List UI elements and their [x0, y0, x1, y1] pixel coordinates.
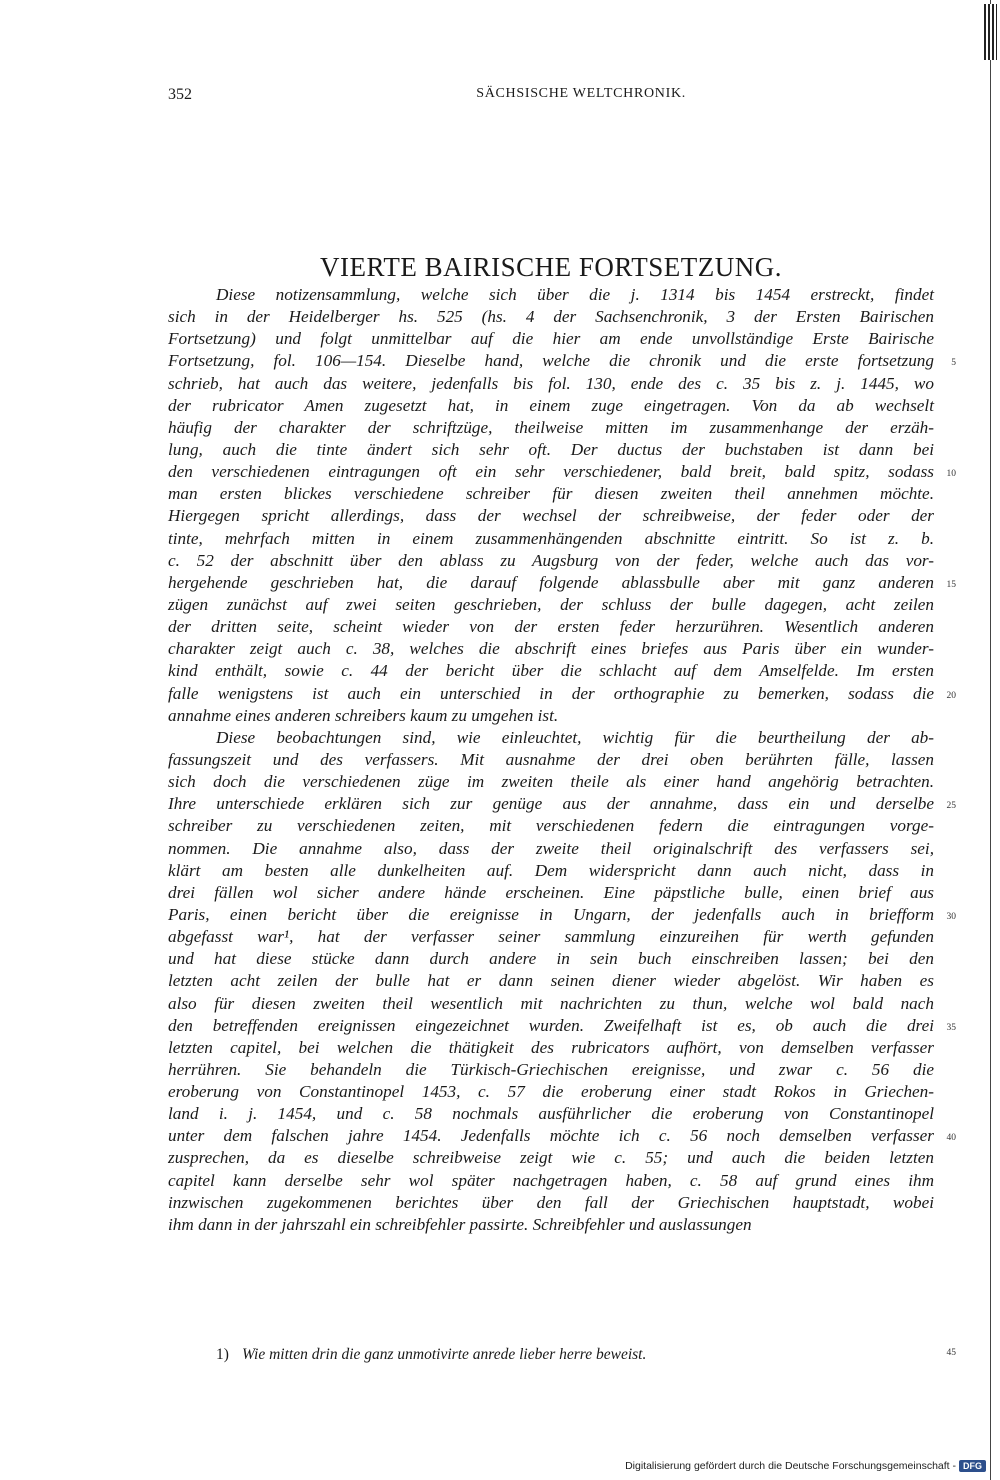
text-line [168, 926, 934, 948]
text-line [168, 594, 934, 616]
text-line [168, 1015, 956, 1037]
text-line-content: und hat diese stücke dann durch andere in sein buch einschreiben lassen; bei den [168, 949, 934, 969]
text-line [168, 328, 934, 350]
text-line [168, 815, 934, 837]
text-line-content: Fortsetzung, fol. 106—154. Dieselbe hand, welche die chronik und die erste fortsetzung [168, 351, 934, 371]
line-number: 15 [946, 579, 956, 590]
text-line-content: c. 52 der abschnitt über den ablass zu Augsburg von der feder, welche auch das vor- [168, 550, 934, 570]
text-line [168, 683, 956, 705]
text-line-content: Diese notizensammlung, welche sich über die j. 1314 bis 1454 erstreckt, findet [216, 285, 934, 304]
text-line-content: zügen zunächst auf zwei seiten geschrieben, der schluss der bulle dagegen, acht zeilen [168, 594, 934, 614]
text-line [168, 572, 956, 594]
scan-edge-rule [990, 0, 991, 1480]
text-line-content: sich doch die verschiedenen züge im zweiten theile als einer hand angehörig betrachten. [168, 772, 934, 792]
text-line-content: häufig der charakter der schriftzüge, theilweise mitten im zusammenhange der erzäh- [168, 417, 934, 437]
text-line [168, 395, 934, 417]
text-line-content: schreiber zu verschiedenen zeiten, mit verschiedenen federn die eintragungen vorge- [168, 816, 934, 836]
text-line [168, 1037, 934, 1059]
text-line [168, 483, 934, 505]
text-line [168, 616, 934, 638]
text-line [168, 1103, 934, 1125]
text-line [168, 528, 934, 550]
digitization-credit [625, 1458, 986, 1474]
text-line-content: den verschiedenen eintragungen oft ein sehr verschiedener, bald breit, bald spitz, sodass [168, 462, 934, 482]
text-line-content: Fortsetzung) und folgt unmittelbar auf die hier am ende unvollständige Erste Bairische [168, 329, 934, 349]
text-line-content: land i. j. 1454, und c. 58 nochmals ausführlicher die eroberung von Constantinopel [168, 1104, 934, 1124]
line-number: 10 [946, 469, 956, 480]
text-line [168, 1125, 956, 1147]
text-line [168, 505, 934, 527]
scan-corner-mark [984, 4, 997, 60]
text-line [168, 417, 934, 439]
running-title: SÄCHSISCHE WELTCHRONIK. [476, 86, 686, 101]
text-line [168, 1170, 934, 1192]
page-number: 352 [168, 86, 192, 103]
line-number: 45 [946, 1348, 956, 1358]
line-number: 5 [951, 358, 956, 369]
text-line [168, 1214, 934, 1236]
text-line [168, 1147, 934, 1169]
line-number: 25 [946, 801, 956, 812]
text-line-content: annahme eines anderen schreibers kaum zu umgehen ist. [168, 705, 559, 725]
text-line-content: unter dem falschen jahre 1454. Jedenfalls möchte ich c. 56 noch demselben verfasser [168, 1126, 934, 1146]
text-line-content: den betreffenden ereignissen eingezeichnet wurden. Zweifelhaft ist es, ob auch die drei [168, 1015, 934, 1035]
text-line-content: klärt am besten alle dunkelheiten auf. Dem widerspricht dann auch nicht, dass in [168, 860, 934, 880]
text-line-content: lung, auch die tinte ändert sich sehr oft. Der ductus der buchstaben ist dann bei [168, 439, 934, 459]
text-line-content: sich in der Heidelberger hs. 525 (hs. 4 der Sachsenchronik, 3 der Ersten Bairischen [168, 307, 934, 327]
text-line-content: inzwischen zugekommenen berichtes über den fall der Griechischen hauptstadt, wobei [168, 1192, 934, 1212]
text-line [168, 550, 934, 572]
text-line [168, 1081, 934, 1103]
text-line [168, 638, 934, 660]
line-number: 30 [946, 911, 956, 922]
line-number: 35 [946, 1022, 956, 1033]
text-line [168, 660, 934, 682]
text-line-content: abgefasst war¹, hat der verfasser seiner sammlung einzureihen für werth gefunden [168, 927, 934, 947]
text-line-content: also für diesen zweiten theil wesentlich mit nachrichten zu thun, welche wol bald nach [168, 993, 934, 1013]
text-line-content: der rubricator Amen zugesetzt hat, in einem zuge eingetragen. Von da ab wechselt [168, 395, 934, 415]
text-line [168, 1192, 934, 1214]
text-line-content: ihm dann in der jahrszahl ein schreibfehler passirte. Schreibfehler und auslassungen [168, 1214, 752, 1234]
text-line [168, 1059, 934, 1081]
text-line-content: tinte, mehrfach mitten in einem zusammenhängenden abschnitte eintritt. So ist z. b. [168, 528, 934, 548]
running-head [168, 86, 686, 110]
text-line-content: Paris, einen bericht über die ereignisse in Ungarn, der jedenfalls auch in briefform [168, 904, 934, 924]
text-line [168, 727, 934, 749]
text-line-content: Hiergegen spricht allerdings, dass der wechsel der schreibweise, der feder oder der [168, 506, 934, 526]
text-line [168, 793, 956, 815]
text-line [168, 970, 934, 992]
text-line [168, 838, 934, 860]
text-line [168, 439, 934, 461]
body-text [168, 284, 956, 1236]
text-line [168, 948, 934, 970]
line-number: 20 [946, 690, 956, 701]
text-line-content: kind enthält, sowie c. 44 der bericht über die schlacht auf dem Amselfelde. Im ersten [168, 661, 934, 681]
text-line [168, 860, 934, 882]
text-line [168, 461, 956, 483]
text-line-content: capitel kann derselbe sehr wol später nachgetragen haben, c. 58 auf grund eines ihm [168, 1170, 934, 1190]
text-line-content: letzten acht zeilen der bulle hat er dann seinen diener wieder abgelöst. Wir haben es [168, 971, 934, 991]
text-line-content: der dritten seite, scheint wieder von der ersten feder herzurühren. Wesentlich anderen [168, 617, 934, 637]
text-line-content: schrieb, hat auch das weitere, jedenfalls bis fol. 130, ende des c. 35 bis z. j. 1445, wo [168, 373, 934, 393]
credit-text: Digitalisierung gefördert durch die Deutsche Forschungsgemeinschaft - [625, 1460, 956, 1472]
dfg-logo: DFG [959, 1460, 986, 1472]
text-line-content: Diese beobachtungen sind, wie einleuchtet, wichtig für die beurtheilung der ab- [216, 727, 934, 747]
text-line-content: man ersten blickes verschiedene schreiber für diesen zweiten theil annehmen möchte. [168, 484, 934, 504]
text-line-content: charakter zeigt auch c. 38, welches die abschrift eines briefes aus Paris über ein wunder- [168, 639, 934, 659]
text-line-content: letzten capitel, bei welchen die thätigkeit des rubricators aufhört, von demselben verfasser [168, 1037, 934, 1057]
text-line [168, 705, 934, 727]
footnote [168, 1346, 956, 1368]
text-line [168, 904, 956, 926]
text-line-content: hergehende geschrieben hat, die darauf folgende ablassbulle aber mit ganz anderen [168, 572, 934, 592]
text-line-content: Ihre unterschiede erklären sich zur genüge aus der annahme, dass ein und derselbe [168, 794, 934, 814]
text-line [168, 373, 934, 395]
footnote-marker: 1) [216, 1346, 229, 1363]
line-number: 40 [946, 1133, 956, 1144]
text-line [168, 771, 934, 793]
text-line-content: zusprechen, da es dieselbe schreibweise zeigt wie c. 55; und auch die beiden letzten [168, 1148, 934, 1168]
text-line-content: eroberung von Constantinopel 1453, c. 57 die eroberung einer stadt Rokos in Griechen- [168, 1082, 934, 1102]
text-line [168, 749, 934, 771]
text-line-content: fassungszeit und des verfassers. Mit ausnahme der drei oben berührten fälle, lassen [168, 749, 934, 769]
text-line-content: falle wenigstens ist auch ein unterschied in der orthographie zu bemerken, sodass die [168, 683, 934, 703]
footnote-text: Wie mitten drin die ganz unmotivirte anrede lieber herre beweist. [242, 1346, 647, 1363]
text-line-content: drei fällen wol sicher andere hände erscheinen. Eine päpstliche bulle, einen brief aus [168, 882, 934, 902]
text-line [168, 993, 934, 1015]
section-heading: VIERTE BAIRISCHE FORTSETZUNG. [319, 252, 782, 283]
text-line [168, 882, 934, 904]
text-line [168, 284, 934, 306]
text-line [168, 350, 956, 372]
text-line-content: nommen. Die annahme also, dass der zweite theil originalschrift des verfassers sei, [168, 838, 934, 858]
text-line-content: herrühren. Sie behandeln die Türkisch-Griechischen ereignisse, und zwar c. 56 die [168, 1059, 934, 1079]
text-line [168, 306, 934, 328]
